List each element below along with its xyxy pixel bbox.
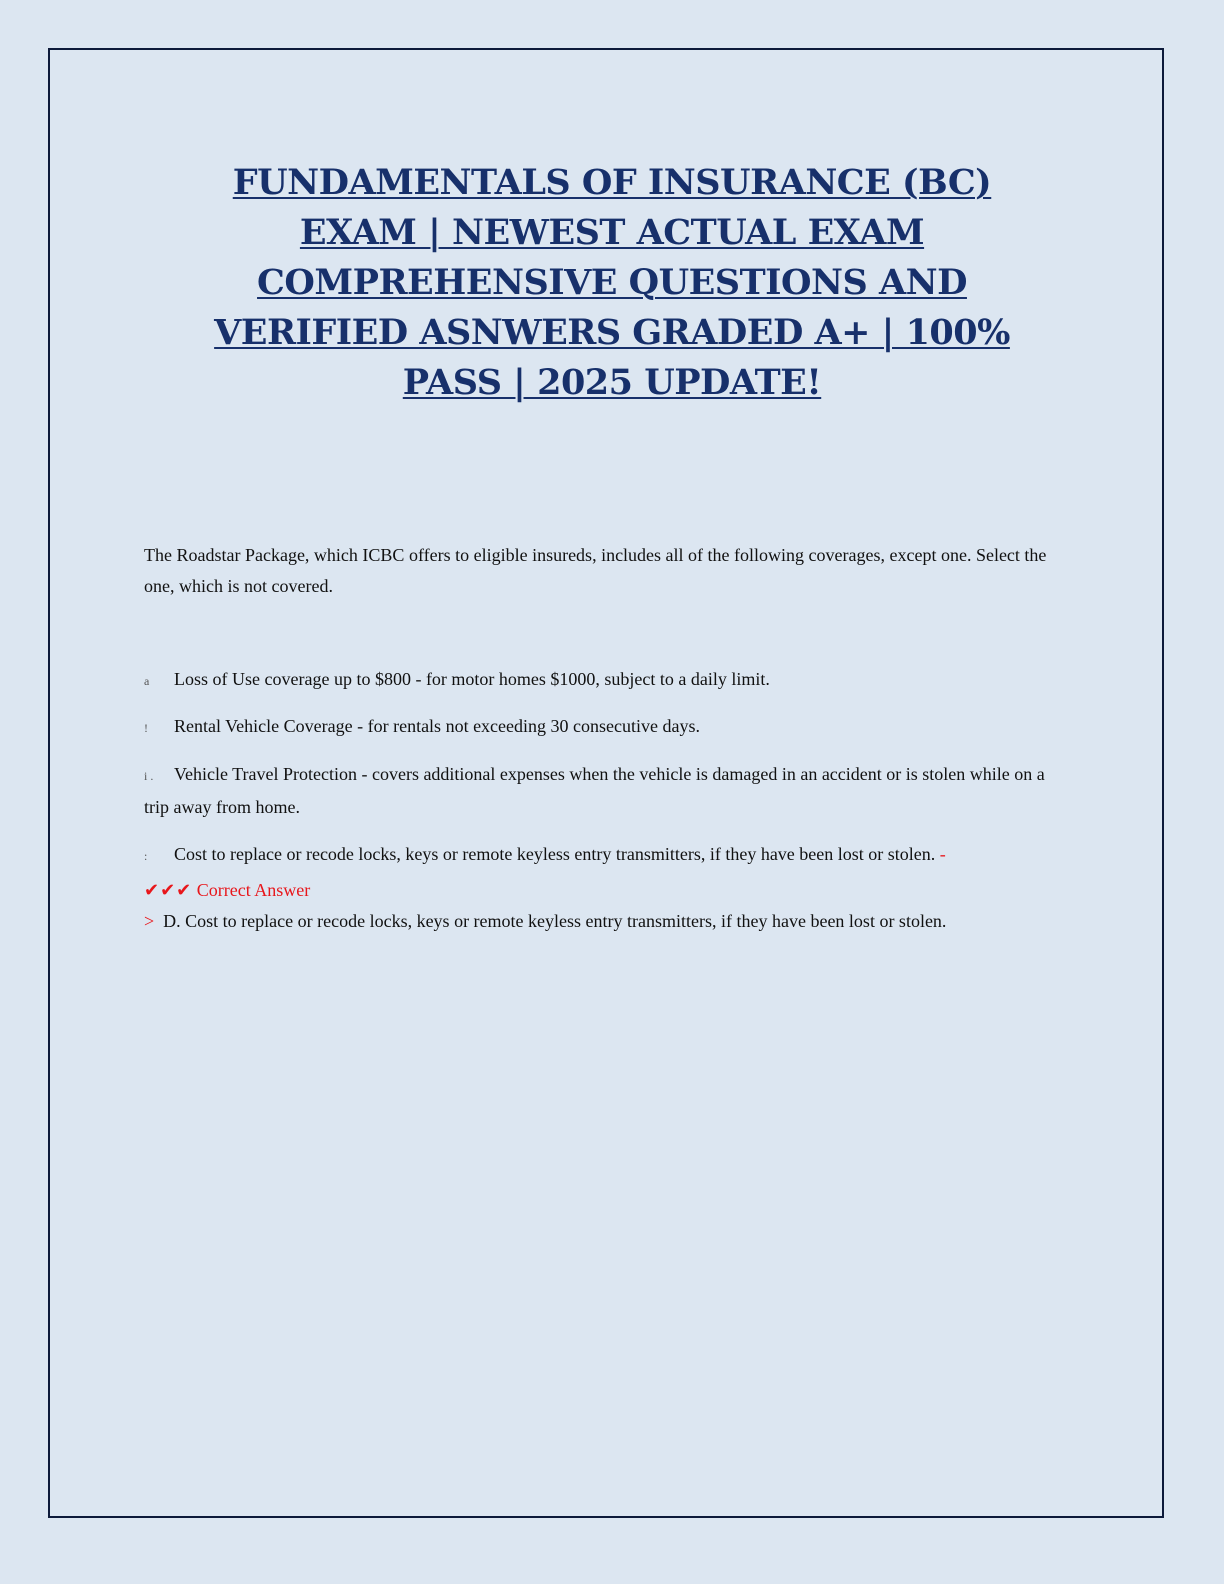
option-marker: a: [144, 674, 150, 688]
final-answer: [144, 906, 946, 937]
final-answer-text: D. Cost to replace or recode locks, keys or remote keyless entry transmitters, if they have been lost or stolen.: [163, 911, 947, 931]
option-a: [144, 664, 1064, 697]
correct-answer-text: Correct Answer: [196, 880, 311, 900]
title-line: FUNDAMENTALS OF INSURANCE (BC): [232, 162, 992, 203]
answer-dash: -: [939, 844, 946, 864]
title-line: COMPREHENSIVE QUESTIONS AND: [257, 262, 967, 303]
question-text: The Roadstar Package, which ICBC offers to eligible insureds, includes all of the following coverages, except one. Select the one, which is not covered.: [144, 545, 1047, 596]
option-marker: i .: [144, 769, 154, 783]
option-text: Loss of Use coverage up to $800 - for motor homes $1000, subject to a daily limit.: [174, 669, 770, 689]
option-text: Vehicle Travel Protection - covers additional expenses when the vehicle is damaged in an accident or is stolen while on a trip away from home.: [144, 764, 1045, 817]
option-text: Rental Vehicle Coverage - for rentals not exceeding 30 consecutive days.: [174, 716, 700, 736]
correct-answer-label: [144, 875, 310, 906]
option-d: [144, 839, 1064, 872]
option-marker: :: [144, 849, 148, 863]
document-title: [120, 158, 1104, 408]
title-line: PASS | 2025 UPDATE!: [402, 362, 822, 403]
arrow-icon: >: [144, 911, 155, 931]
checkmark-icon: ✔✔✔: [144, 880, 193, 901]
option-b: [144, 711, 1064, 744]
option-c: [144, 759, 1064, 823]
option-text: Cost to replace or recode locks, keys or remote keyless entry transmitters, if they have been lost or stolen.: [174, 844, 936, 864]
title-line: VERIFIED ASNWERS GRADED A+ | 100%: [214, 312, 1010, 353]
title-line: EXAM | NEWEST ACTUAL EXAM: [299, 212, 925, 253]
option-marker: !: [144, 721, 148, 735]
